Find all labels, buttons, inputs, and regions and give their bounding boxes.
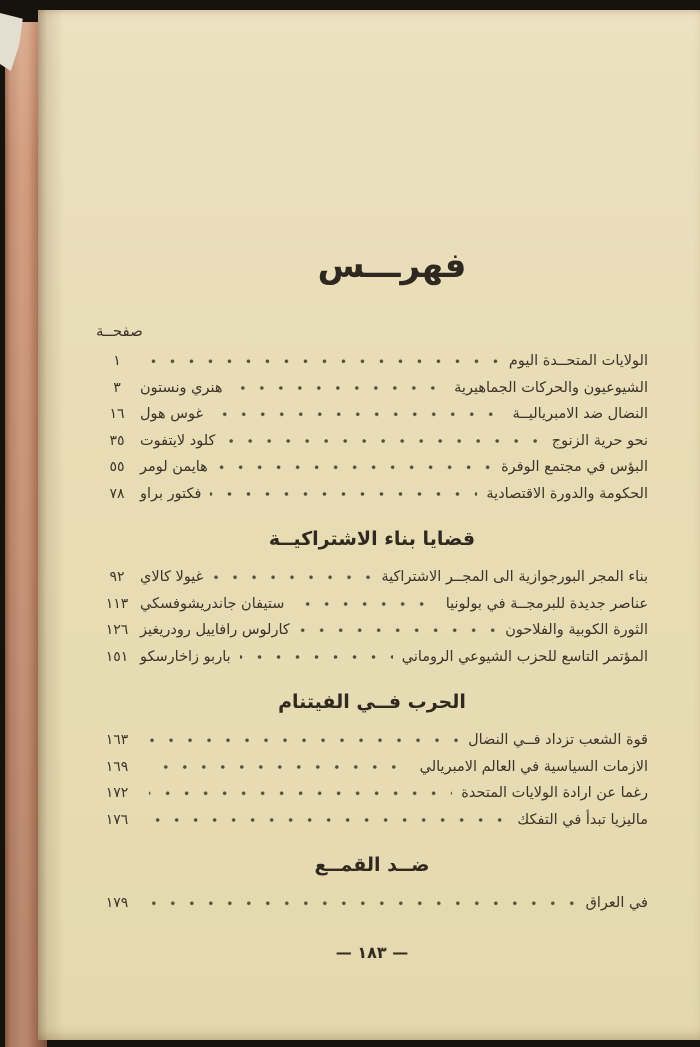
toc-entry xyxy=(96,780,648,807)
entry-title: رغما عن ارادة الولايات المتحدة xyxy=(461,785,648,802)
dot-leader xyxy=(217,454,492,481)
entry-author: فكتور براو xyxy=(140,485,202,502)
dot-leader xyxy=(149,727,459,754)
toc-entry xyxy=(96,428,648,455)
toc-entry xyxy=(96,348,648,375)
toc-entry xyxy=(96,591,648,618)
entry-title: في العراق xyxy=(585,895,648,912)
section-rows xyxy=(96,348,648,507)
entry-page-number: ٥٥ xyxy=(109,459,125,476)
page-title: فهرـــس xyxy=(317,246,467,286)
entry-title: الحكومة والدورة الاقتصادية xyxy=(486,485,648,502)
dot-leader xyxy=(149,890,577,917)
entry-page-number: ٩٢ xyxy=(109,569,125,586)
toc-content xyxy=(38,246,700,962)
page-number-footer: — ١٨٣ — xyxy=(335,942,409,962)
entry-author: كارلوس رافاييل رودريغيز xyxy=(140,622,290,639)
entry-author: غيولا كالاي xyxy=(140,569,204,586)
dot-leader xyxy=(231,375,445,402)
dot-leader xyxy=(224,428,542,455)
entry-page-number: ١٧٢ xyxy=(105,785,129,802)
toc-entry xyxy=(96,564,648,591)
toc-entry xyxy=(96,401,648,428)
dot-leader xyxy=(149,780,452,807)
toc-entry xyxy=(96,454,648,481)
entry-page-number: ١١٣ xyxy=(105,595,129,612)
entry-page-number: ١٧٩ xyxy=(105,895,129,912)
dot-leader xyxy=(149,807,508,834)
entry-page-number: ٣٥ xyxy=(109,432,125,449)
entry-title: قوة الشعب تزداد فــي النضال xyxy=(468,732,648,749)
entry-title: المؤتمر التاسع للحزب الشيوعي الروماني xyxy=(401,648,648,665)
entry-page-number: ٣ xyxy=(113,379,121,396)
entry-page-number: ١٦ xyxy=(109,406,125,423)
entry-author: هنري ونستون xyxy=(140,379,223,396)
entry-title: عناصر جديدة للبرمجــة في بولونيا xyxy=(445,595,648,612)
section-rows xyxy=(96,890,648,917)
section-heading: الحرب فــي الفيتنام xyxy=(278,691,466,713)
toc-entry xyxy=(96,644,648,671)
entry-title: ماليزيا تبدأ في التفكك xyxy=(517,811,648,828)
entry-author: ستيفان جاندريشوفسكي xyxy=(140,595,285,612)
entry-title: الشيوعيون والحركات الجماهيرية xyxy=(454,379,648,396)
dot-leader xyxy=(293,591,436,618)
section-heading: قضايا بناء الاشتراكيــة xyxy=(268,528,476,550)
entry-page-number: ٧٨ xyxy=(109,485,125,502)
book-page xyxy=(38,10,700,1040)
entry-page-number: ١٥١ xyxy=(105,648,129,665)
page-column-header: صفحــة xyxy=(96,322,143,340)
entry-title: الازمات السياسية في العالم الامبريالي xyxy=(419,758,648,775)
entry-page-number: ١٧٦ xyxy=(105,811,129,828)
toc-entry xyxy=(96,807,648,834)
entry-page-number: ١٦٩ xyxy=(105,758,129,775)
entry-title: البؤس في مجتمع الوفرة xyxy=(501,459,648,476)
toc-entry xyxy=(96,890,648,917)
toc-entry xyxy=(96,375,648,402)
entry-title: النضال ضد الامبرياليــة xyxy=(512,406,648,423)
entry-author: كلود لايتفوت xyxy=(140,432,216,449)
entry-title: الثورة الكوبية والفلاحون xyxy=(505,622,648,639)
entry-author: باربو زاخارسكو xyxy=(140,648,231,665)
entry-author: غوس هول xyxy=(140,406,204,423)
dot-leader xyxy=(149,348,500,375)
section-rows xyxy=(96,727,648,833)
entry-page-number: ١ xyxy=(113,353,121,370)
dot-leader xyxy=(149,754,411,781)
dot-leader xyxy=(299,617,496,644)
entry-title: الولايات المتحــدة اليوم xyxy=(508,353,648,370)
toc-entry xyxy=(96,481,648,508)
dot-leader xyxy=(212,401,503,428)
entry-title: بناء المجر البورجوازية الى المجــر الاشتراكية xyxy=(381,569,648,586)
toc-entry xyxy=(96,754,648,781)
dot-leader xyxy=(210,481,477,508)
dot-leader xyxy=(212,564,372,591)
dot-leader xyxy=(240,644,393,671)
toc-entry xyxy=(96,617,648,644)
toc-sections xyxy=(96,348,648,917)
entry-author: هايمن لومر xyxy=(140,459,208,476)
section-rows xyxy=(96,564,648,670)
toc-entry xyxy=(96,727,648,754)
section-heading: ضــد القمــع xyxy=(314,854,430,876)
entry-title: نحو حرية الزنوج xyxy=(551,432,648,449)
entry-page-number: ١٢٦ xyxy=(105,622,129,639)
entry-page-number: ١٦٣ xyxy=(105,732,129,749)
